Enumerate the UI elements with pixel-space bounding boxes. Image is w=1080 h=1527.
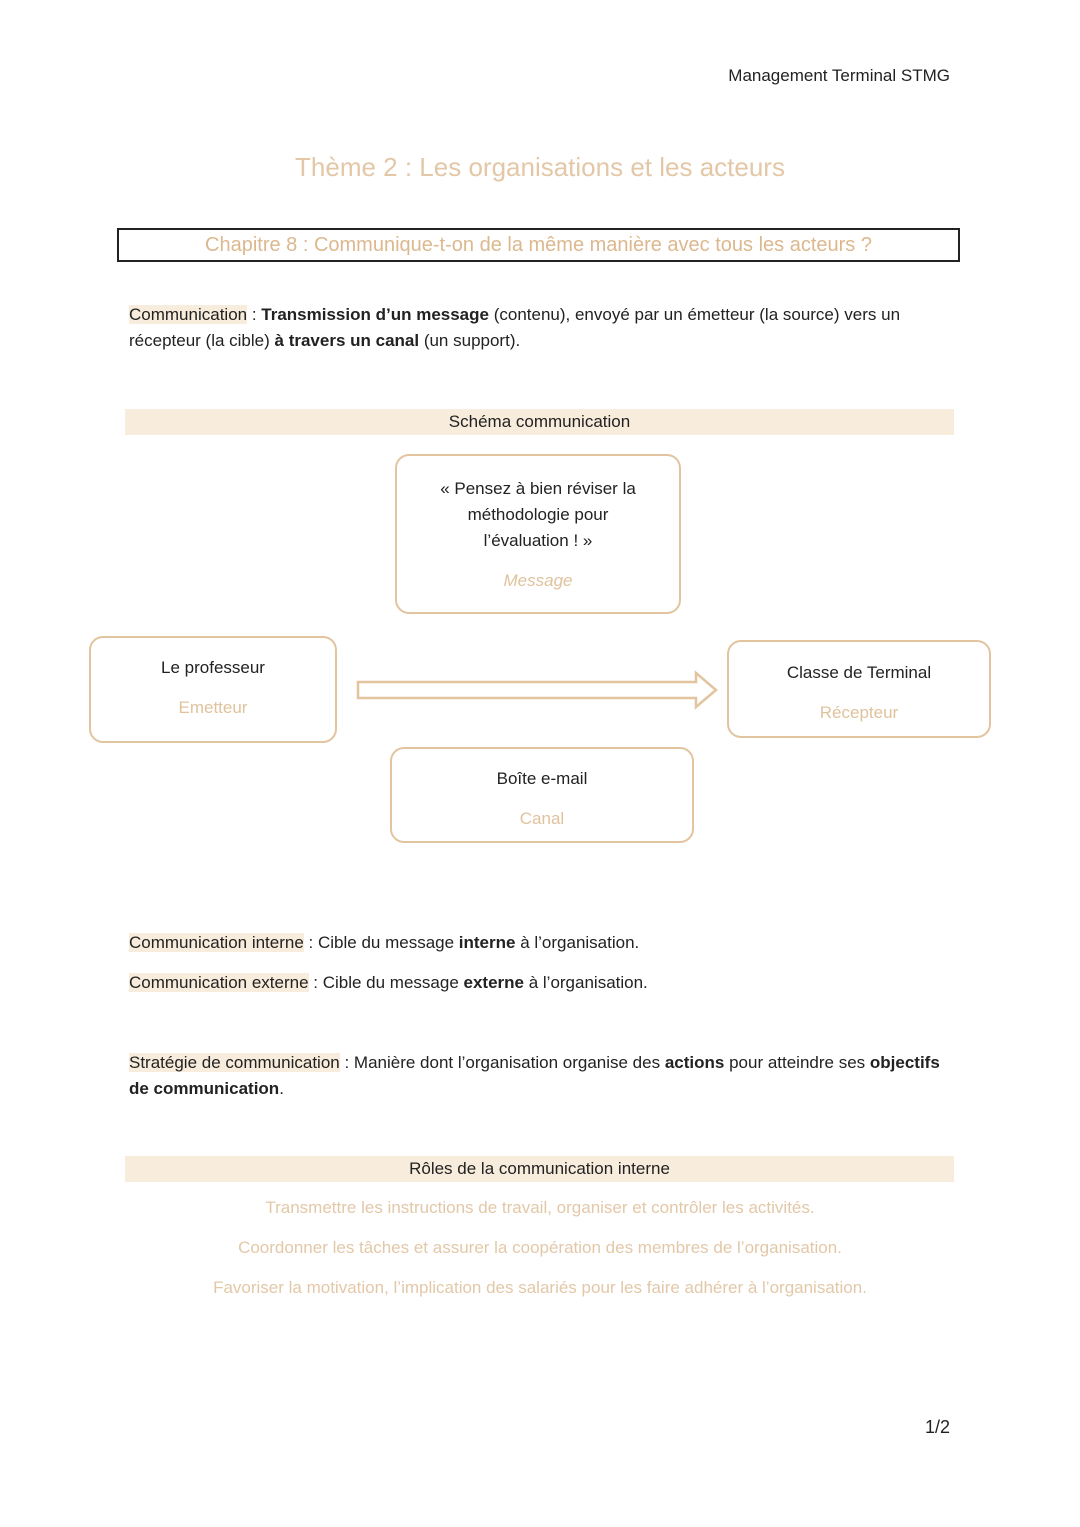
definition-strategie: Stratégie de communication : Manière dont l’organisation organise des actions pour atteindre ses objectifs de communication.	[129, 1053, 940, 1098]
theme-title: Thème 2 : Les organisations et les acteurs	[295, 152, 785, 182]
recepteur-label: Classe de Terminal	[786, 663, 932, 682]
canal-role: Canal	[519, 809, 565, 828]
chapter-title: Chapitre 8 : Communique-t-on de la même manière avec tous les acteurs ?	[205, 233, 872, 256]
list-item: Coordonner les tâches et assurer la coopération des membres de l’organisation.	[238, 1238, 842, 1257]
definition-interne: Communication interne : Cible du message interne à l’organisation.	[129, 933, 640, 952]
list-item: Favoriser la motivation, l’implication des salariés pour les faire adhérer à l’organisation.	[213, 1278, 867, 1297]
message-role: Message	[503, 571, 573, 590]
document-header: Management Terminal STMG	[728, 66, 950, 85]
canal-node	[390, 747, 694, 843]
chapter-title-box	[117, 228, 960, 262]
emetteur-role: Emetteur	[178, 698, 248, 717]
roles-title: Rôles de la communication interne	[409, 1159, 670, 1178]
page-number: 1/2	[924, 1417, 950, 1437]
recepteur-role: Récepteur	[819, 703, 899, 722]
term-externe: Communication externe	[129, 973, 309, 992]
schema-title-band	[125, 409, 954, 435]
term-interne: Communication interne	[129, 933, 304, 952]
definition-communication: Communication : Transmission d’un message (contenu), envoyé par un émetteur (la source) vers un récepteur (la cible) à travers un canal (un support).	[129, 305, 901, 350]
term-strategie: Stratégie de communication	[129, 1053, 340, 1072]
term-communication: Communication	[129, 305, 248, 324]
list-item: Transmettre les instructions de travail, organiser et contrôler les activités.	[265, 1198, 815, 1217]
roles-title-band	[125, 1156, 954, 1182]
message-node: « Pensez à bien réviser la méthodologie pour l’évaluation ! » Message	[395, 454, 681, 614]
definition-externe: Communication externe : Cible du message externe à l’organisation.	[129, 973, 648, 992]
emetteur-label: Le professeur	[161, 658, 265, 677]
emetteur-node	[89, 636, 337, 743]
schema-title: Schéma communication	[448, 412, 631, 431]
arrow-right-icon	[356, 670, 721, 710]
recepteur-node	[727, 640, 991, 738]
canal-label: Boîte e-mail	[496, 769, 588, 788]
